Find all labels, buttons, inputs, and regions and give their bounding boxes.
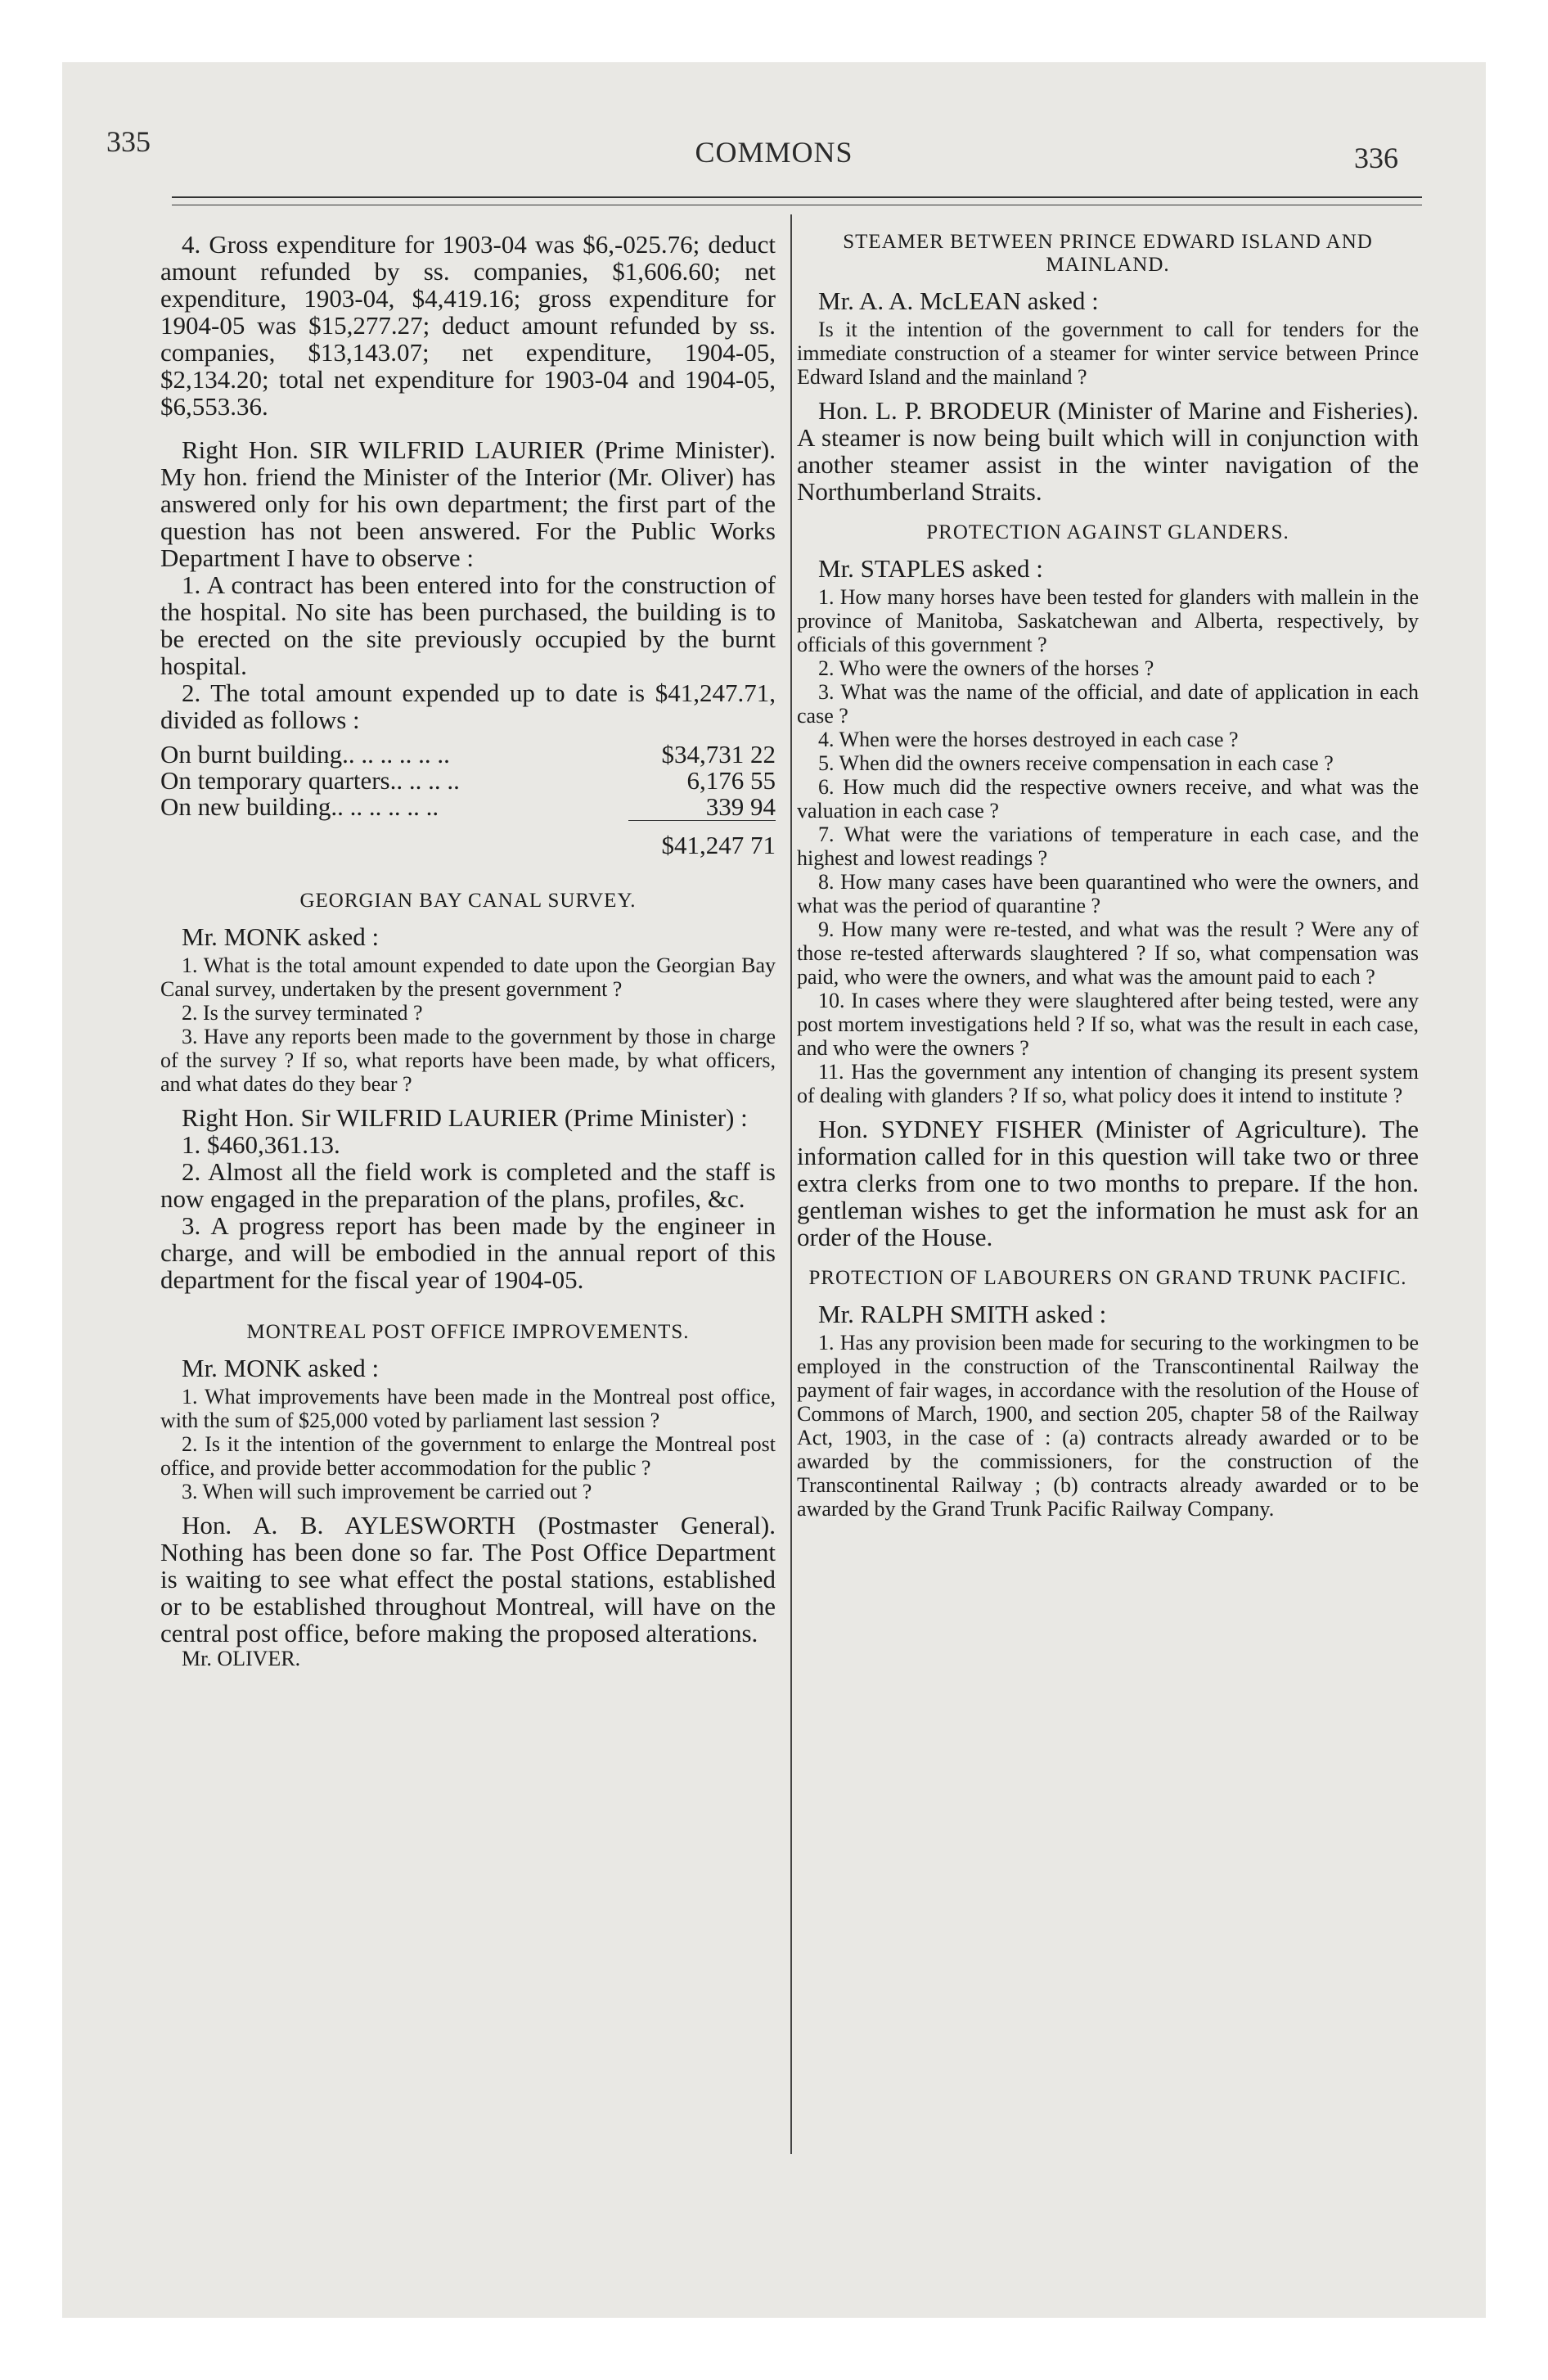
section-heading: STEAMER BETWEEN PRINCE EDWARD ISLAND AND MAINLAND. (843, 231, 1373, 276)
paragraph: 2. The total amount expended up to date is $41,247.71, divided as follows : (160, 678, 776, 734)
speaker-line: Mr. OLIVER. (182, 1647, 301, 1670)
header-rule (172, 196, 1422, 198)
column-divider (790, 214, 792, 2154)
answer: 3. A progress report has been made by the engineer in charge, and will be embodied in the annual report of this department for the fiscal year of 1904-05. (160, 1211, 776, 1294)
section-heading: PROTECTION OF LABOURERS ON GRAND TRUNK PACIFIC. (808, 1267, 1407, 1289)
question: 2. Is it the intention of the government to enlarge the Montreal post office, and provide better accommodation for the public ? (160, 1432, 776, 1480)
table-amount: 6,176 55 (686, 766, 776, 795)
question: 2. Is the survey terminated ? (182, 1001, 423, 1025)
section-heading: PROTECTION AGAINST GLANDERS. (926, 521, 1289, 543)
question: 7. What were the variations of temperature in each case, and the highest and lowest readings ? (797, 823, 1419, 870)
question: 3. What was the name of the official, and date of application in each case ? (797, 680, 1419, 728)
page-title: COMMONS (695, 136, 853, 169)
question: 11. Has the government any intention of changing its present system of dealing with glanders ? If so, what policy does it intend to institute ? (797, 1060, 1419, 1107)
question: 1. How many horses have been tested for glanders with mallein in the province of Manitoba, Saskatchewan and Alberta, respectively, by officials of this government ? (797, 585, 1419, 656)
right-page-number: 336 (1354, 142, 1398, 174)
answer: Hon. A. B. AYLESWORTH (Postmaster General). Nothing has been done so far. The Post Office Department is waiting to see what effect the postal stations, established or to be established throughout Montreal, will have on the central post office, before making the proposed alterations. (160, 1511, 776, 1648)
asked-line: Mr. STAPLES asked : (818, 554, 1043, 583)
question: Is it the intention of the government to call for tenders for the immediate construction of a steamer for winter service between Prince Edward Island and the mainland ? (797, 318, 1419, 389)
table-row (160, 768, 776, 794)
left-column (160, 231, 776, 1670)
table-row (160, 741, 776, 768)
question: 1. What improvements have been made in the Montreal post office, with the sum of $25,000 voted by parliament last session ? (160, 1385, 776, 1432)
table-label: On burnt building.. .. .. .. .. .. (160, 740, 450, 769)
table-total: $41,247 71 (661, 831, 776, 859)
question: 9. How many were re-tested, and what was the result ? Were any of those re-tested afterwards slaughtered ? If so, what compensation was paid, who were the owners, and what was the amount paid to each ? (797, 917, 1419, 989)
question: 1. Has any provision been made for securing to the workingmen to be employed in the construction of the Transcontinental Railway the payment of fair wages, in accordance with the resolution of the House of Commons of March, 1900, and section 205, chapter 58 of the Railway Act, 1903, in the case of : (a) contracts already awarded or to be awarded by the commissioners, for the construction of the Transcontinental Railway ; (b) contracts already awarded or to be awarded by the Grand Trunk Pacific Railway Company. (797, 1331, 1419, 1521)
expenditure-table (160, 741, 776, 820)
paragraph: Right Hon. SIR WILFRID LAURIER (Prime Minister). My hon. friend the Minister of the Interior (Mr. Oliver) has answered only for his own department; the first part of the question has not been answered. For the Public Works Department I have to observe : (160, 435, 776, 572)
answer: Hon. L. P. BRODEUR (Minister of Marine and Fisheries). A steamer is now being built which will in conjunction with another steamer assist in the winter navigation of the Northumberland Straits. (797, 396, 1419, 506)
asked-line: Mr. RALPH SMITH asked : (818, 1300, 1107, 1328)
table-amount: $34,731 22 (661, 740, 776, 769)
answer: Right Hon. Sir WILFRID LAURIER (Prime Minister) : (182, 1103, 748, 1132)
answer: 2. Almost all the field work is completed and the staff is now engaged in the preparation of the plans, profiles, &c. (160, 1157, 776, 1213)
section-heading: GEORGIAN BAY CANAL SURVEY. (299, 890, 637, 912)
question: 2. Who were the owners of the horses ? (818, 656, 1154, 680)
table-label: On temporary quarters.. .. .. .. (160, 766, 460, 795)
question: 5. When did the owners receive compensation in each case ? (818, 751, 1334, 775)
asked-line: Mr. A. A. McLEAN asked : (818, 286, 1099, 315)
paragraph: 1. A contract has been entered into for the construction of the hospital. No site has been purchased, the building is to be erected on the site previously occupied by the burnt hospital. (160, 570, 776, 680)
question: 10. In cases where they were slaughtered after being tested, were any post mortem investigations held ? If so, what was the result in each case, and who were the owners ? (797, 989, 1419, 1060)
question: 8. How many cases have been quarantined who were the owners, and what was the period of quarantine ? (797, 870, 1419, 917)
table-row (160, 794, 776, 820)
question: 3. When will such improvement be carried out ? (182, 1480, 592, 1503)
question: 1. What is the total amount expended to date upon the Georgian Bay Canal survey, undertaken by the present government ? (160, 953, 776, 1001)
answer: 1. $460,361.13. (182, 1130, 340, 1159)
right-column (797, 231, 1419, 1521)
asked-line: Mr. MONK asked : (182, 1354, 380, 1382)
table-amount: 339 94 (705, 792, 776, 821)
question: 4. When were the horses destroyed in each case ? (818, 728, 1239, 751)
paragraph: 4. Gross expenditure for 1903-04 was $6,-025.76; deduct amount refunded by ss. companies, $1,606.60; net expenditure, 1903-04, $4,419.16; gross expenditure for 1904-05 was $15,277.27; deduct amount refunded by ss. companies, $13,143.07; net expenditure, 1904-05, $2,134.20; total net expenditure for 1903-04 and 1904-05, $6,553.36. (160, 230, 776, 421)
left-page-number: 335 (106, 125, 151, 158)
section-heading: MONTREAL POST OFFICE IMPROVEMENTS. (246, 1321, 690, 1343)
table-label: On new building.. .. .. .. .. .. (160, 792, 439, 821)
asked-line: Mr. MONK asked : (182, 922, 380, 951)
answer: Hon. SYDNEY FISHER (Minister of Agriculture). The information called for in this question will take two or three extra clerks from one to two months to prepare. If the hon. gentleman wishes to get the information he must ask for an order of the House. (797, 1115, 1419, 1251)
question: 3. Have any reports been made to the government by those in charge of the survey ? If so, what reports have been made, by what officers, and what dates do they bear ? (160, 1025, 776, 1096)
question: 6. How much did the respective owners receive, and what was the valuation in each case ? (797, 775, 1419, 823)
